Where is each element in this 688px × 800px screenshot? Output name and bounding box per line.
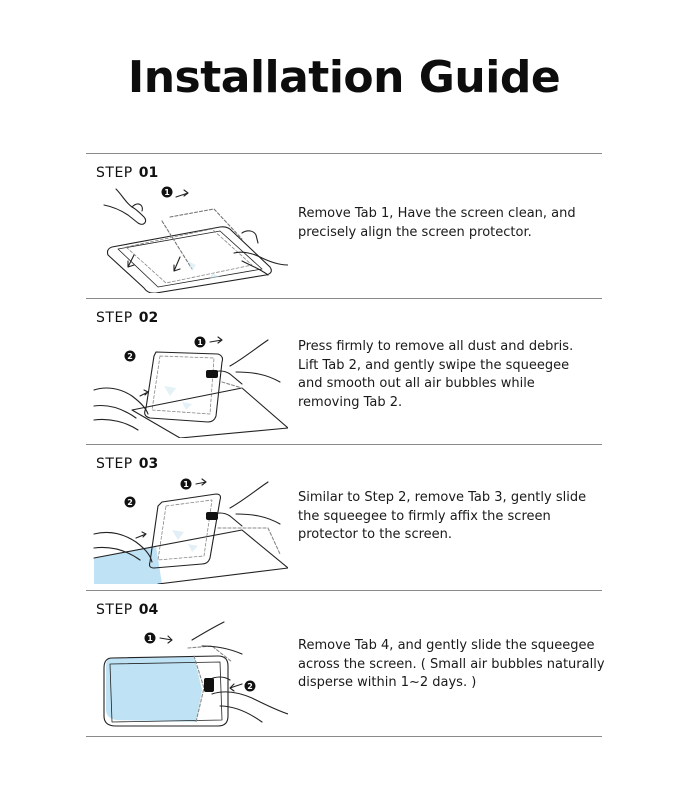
step-number: 02 <box>138 310 159 326</box>
step-word: STEP <box>96 602 133 618</box>
badge-1: 1 <box>164 188 170 197</box>
step-label <box>96 165 158 181</box>
description-line: Remove Tab 4, and gently slide the squeegee <box>298 638 595 653</box>
description-line: the squeegee to firmly affix the screen <box>298 508 551 524</box>
step-number: 03 <box>138 456 159 472</box>
step-03-illustration <box>92 472 288 584</box>
step-word: STEP <box>96 456 133 472</box>
step-description <box>298 637 605 693</box>
badge-2: 2 <box>127 352 133 361</box>
description-line: precisely align the screen protector. <box>298 224 532 240</box>
step-04-illustration <box>92 618 288 730</box>
description-line: and smooth out all air bubbles while <box>298 376 535 391</box>
badge-1: 1 <box>147 634 153 643</box>
badge-1: 1 <box>183 480 189 489</box>
page-title: Installation Guide <box>127 52 561 103</box>
description-line: across the screen. ( Small air bubbles naturally <box>298 656 605 672</box>
step-03 <box>86 444 602 590</box>
badge-2: 2 <box>127 498 133 507</box>
step-01 <box>86 153 602 299</box>
badge-1: 1 <box>197 338 203 347</box>
step-description <box>298 338 598 412</box>
step-description <box>298 205 598 242</box>
description-line: Lift Tab 2, and gently swipe the squeegee <box>298 357 570 373</box>
description-line: disperse within 1~2 days. ) <box>298 675 477 690</box>
description-line: Press firmly to remove all dust and debris. <box>298 339 574 354</box>
step-word: STEP <box>96 310 133 326</box>
step-word: STEP <box>96 165 133 181</box>
step-number: 01 <box>138 165 159 181</box>
description-line: removing Tab 2. <box>298 394 403 410</box>
description-line: protector to the screen. <box>298 527 453 542</box>
divider <box>86 736 602 737</box>
step-02-illustration <box>92 326 288 438</box>
badge-2: 2 <box>247 682 253 691</box>
step-04 <box>86 590 605 736</box>
description-line: Remove Tab 1, Have the screen clean, and <box>298 206 576 221</box>
step-description <box>298 489 598 545</box>
step-02 <box>86 298 602 444</box>
step-label <box>96 310 158 326</box>
step-01-illustration <box>92 181 288 293</box>
step-label <box>96 602 158 618</box>
step-number: 04 <box>138 602 159 618</box>
description-line: Similar to Step 2, remove Tab 3, gently slide <box>298 490 587 505</box>
step-label <box>96 456 158 472</box>
